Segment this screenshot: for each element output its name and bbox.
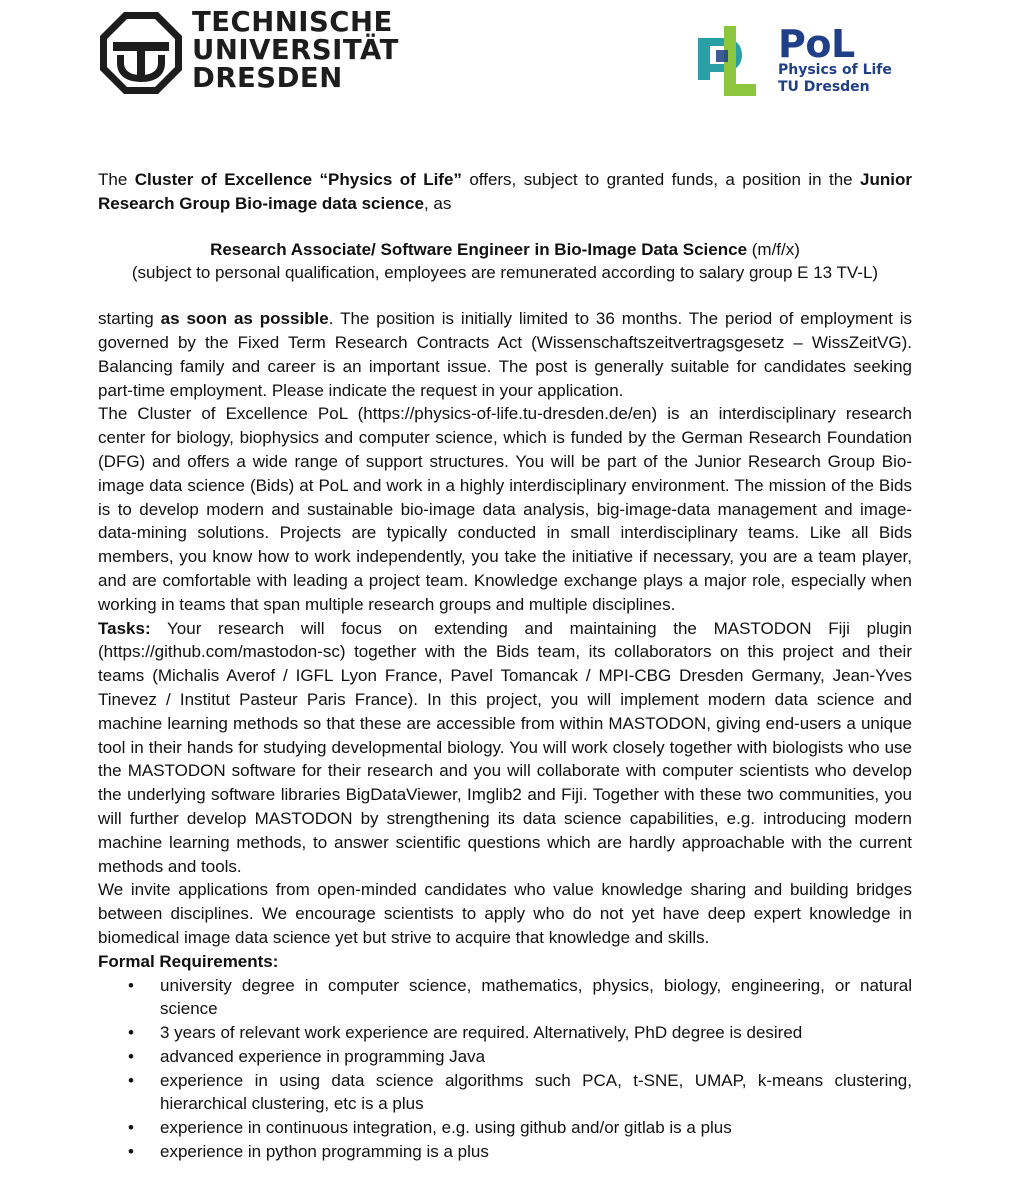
start-date: as soon as possible [160, 309, 329, 329]
requirements-heading [98, 950, 912, 974]
employment-paragraph [98, 307, 912, 402]
intro-text-2: offers, subject to granted funds, a position in the [461, 170, 861, 189]
tud-line-3: DRESDEN [192, 62, 343, 94]
job-posting-body [98, 168, 912, 1164]
list-item [98, 974, 912, 1022]
position-gender-suffix: (m/f/x) [747, 239, 800, 259]
tud-line-1: TECHNISCHE [192, 6, 393, 38]
intro-text-1: The [98, 170, 135, 189]
intro-paragraph [98, 168, 912, 216]
employment-text-2: . The position is initially limited to 36 months. The period of employment is governed by the Fixed Term Research Contracts Act (Wissenschaftszeitvertragsgesetz – WissZeitVG). Balancing family and career is an important issue. The post is generally suitable for candidates seeking part-time employment. Please indicate the request in your application. [98, 309, 912, 400]
bullet-icon: • [128, 975, 134, 995]
requirements-list [98, 974, 912, 1164]
intro-text-3: , as [423, 193, 452, 213]
requirement-text: university degree in computer science, mathematics, physics, biology, engineering, or natural science [160, 975, 912, 1019]
position-title-line [98, 238, 912, 262]
requirement-text: advanced experience in programming Java [160, 1046, 486, 1066]
bullet-icon: • [128, 1118, 134, 1138]
tu-dresden-wordmark [192, 6, 399, 94]
bullet-icon: • [128, 1142, 134, 1162]
pol-subtitle-line-2: TU Dresden [778, 79, 870, 95]
tud-line-2: UNIVERSITÄT [192, 34, 399, 66]
list-item [98, 1045, 912, 1069]
research-group-name: Junior Research Group Bio-image data science [98, 170, 912, 213]
cluster-name: Cluster of Excellence “Physics of Life” [134, 170, 462, 189]
employment-text-1: starting [98, 309, 161, 329]
salary-note: (subject to personal qualification, employees are remunerated according to salary group E 13 TV-L) [131, 263, 879, 283]
tu-dresden-emblem-icon [100, 12, 182, 94]
list-item [98, 1069, 912, 1117]
cluster-description-paragraph: The Cluster of Excellence PoL (https://physics-of-life.tu-dresden.de/en) is an interdisciplinary research center for biology, biophysics and computer science, which is funded by the German Research Foundation (DFG) and offers a wide range of support structures. You will be part of the Junior Research Group Bio-image data science (Bids) at PoL and work in a highly interdisciplinary environment. The mission of the Bids is to develop modern and sustainable bio-image data analysis, big-image-data management and image-data-mining solutions. Projects are typically conducted in small interdisciplinary teams. Like all Bids members, you know how to work independently, you take the initiative if necessary, you are a team player, and are comfortable with leading a project team. Knowledge exchange plays a major role, especially when working in teams that span multiple research groups and multiple disciplines. [98, 404, 912, 614]
list-item [98, 1021, 912, 1045]
pol-logo [694, 24, 894, 98]
page-header [0, 0, 1017, 110]
requirement-text: experience in continuous integration, e.g. using github and/or gitlab is a plus [160, 1118, 732, 1138]
invitation-paragraph: We invite applications from open-minded candidates who value knowledge sharing and building bridges between disciplines. We encourage scientists to apply who do not yet have deep expert knowledge in biomedical image data science yet but strive to acquire that knowledge and skills. [98, 880, 912, 947]
requirement-text: 3 years of relevant work experience are required. Alternatively, PhD degree is desired [160, 1023, 803, 1043]
tasks-paragraph [98, 617, 912, 879]
tasks-label: Tasks: [98, 618, 151, 638]
bullet-icon: • [128, 1046, 134, 1066]
requirements-heading-text: Formal Requirements: [98, 951, 279, 971]
requirement-text: experience in using data science algorithms such PCA, t-SNE, UMAP, k-means clustering, hierarchical clustering, etc is a plus [160, 1070, 912, 1114]
position-title-block [98, 238, 912, 286]
bullet-icon: • [128, 1070, 134, 1090]
pol-mark-icon [694, 24, 760, 96]
tasks-text: Your research will focus on extending and maintaining the MASTODON Fiji plugin (https://github.com/mastodon-sc) together with the Bids team, its collaborators on this project and their teams (Michalis Averof / IGFL Lyon France, Pavel Tomancak / MPI-CBG Dresden Germany, Jean-Yves Tinevez / Institut Pasteur Paris France). In this project, you will implement modern data science and machine learning methods so that these are accessible from within MASTODON, giving end-users a unique tool in their hands for studying developmental biology. You will work closely together with biologists who use the MASTODON software for their research and you will collaborate with computer scientists who develop the underlying software libraries BigDataViewer, Imglib2 and Fiji. Together with these two communities, you will further develop MASTODON by strengthening its data science capabilities, e.g. introducing modern machine learning methods, to answer scientific questions which are hardly approachable with the current methods and tools. [98, 618, 912, 876]
pol-subtitle [778, 62, 892, 96]
list-item [98, 1140, 912, 1164]
position-title: Research Associate/ Software Engineer in Bio-Image Data Science [210, 239, 748, 259]
pol-subtitle-line-1: Physics of Life [778, 62, 892, 78]
pol-title: PoL [778, 22, 855, 66]
requirement-text: experience in python programming is a plus [160, 1142, 489, 1162]
list-item [98, 1116, 912, 1140]
bullet-icon: • [128, 1023, 134, 1043]
